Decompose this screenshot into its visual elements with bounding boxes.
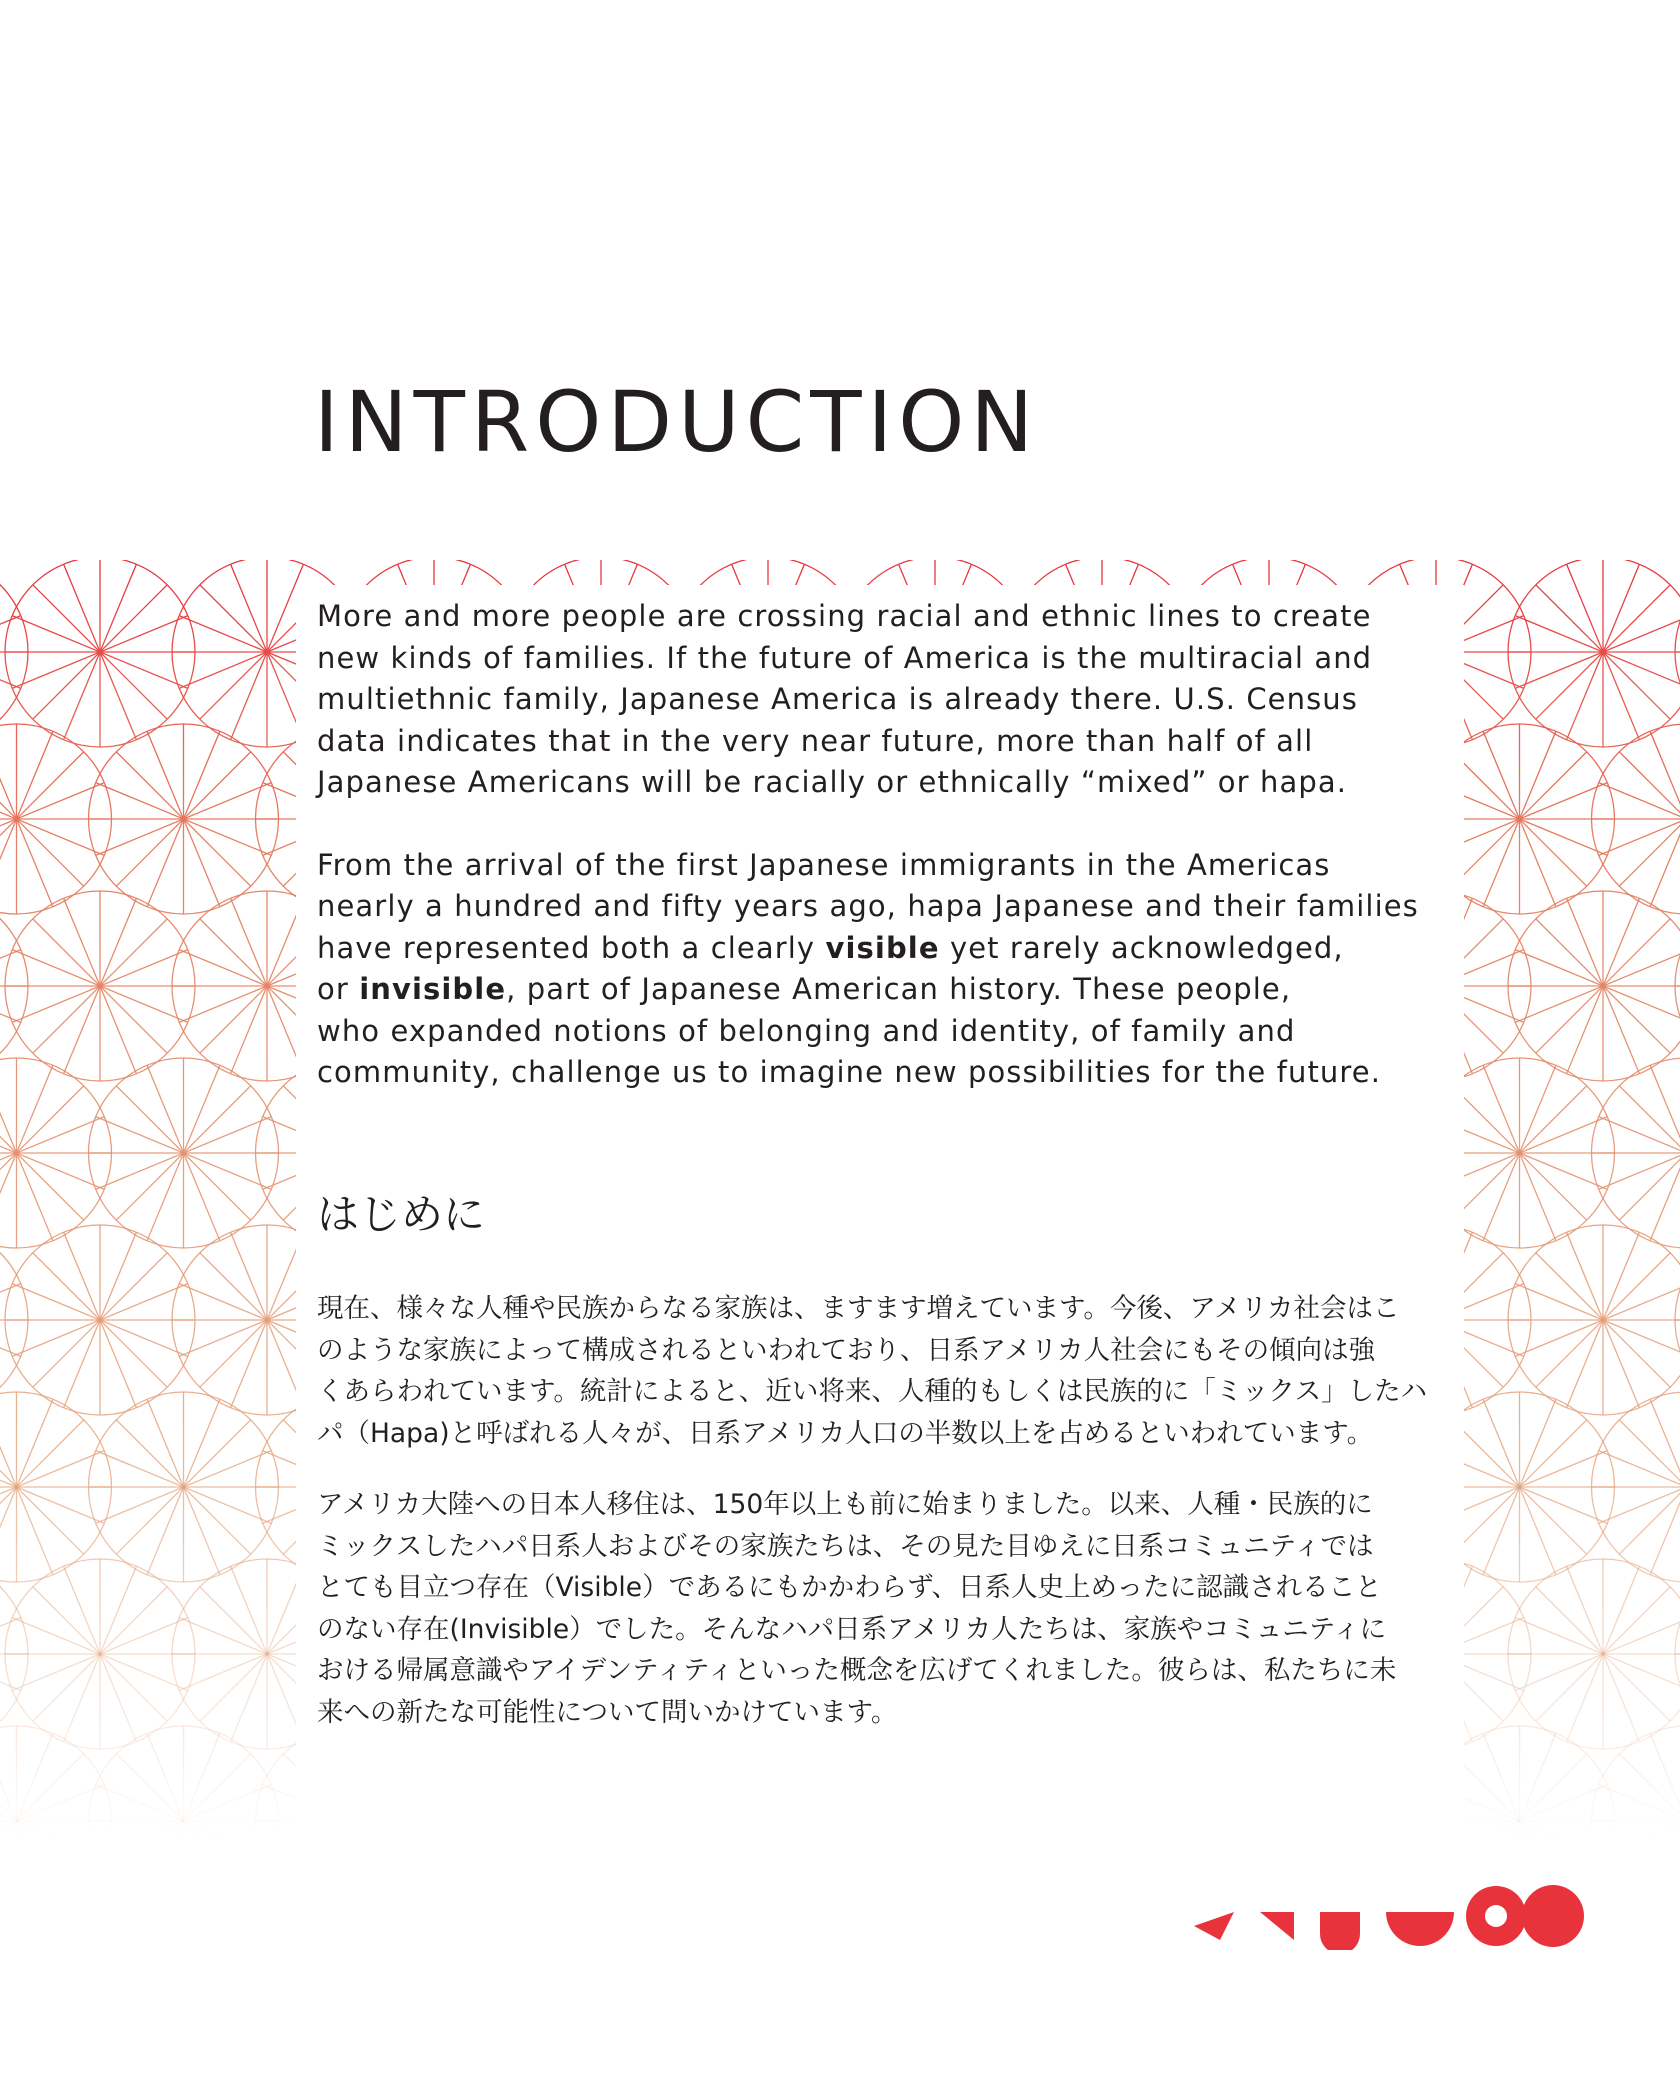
text-line: data indicates that in the very near future, more than half of all [317, 723, 1314, 758]
japanese-paragraph-2 [317, 1484, 1467, 1733]
pattern-line [1508, 560, 1680, 747]
text-line: パ（Hapa)と呼ばれる人々が、日系アメリカ人口の半数以上を占めるといわれています。 [317, 1417, 1374, 1449]
japanese-paragraph-1 [317, 1288, 1467, 1454]
pattern-line [1675, 560, 1680, 747]
text-line: nearly a hundred and fifty years ago, hapa Japanese and their families [317, 889, 1419, 923]
english-paragraph-2 [317, 845, 1467, 1094]
japanese-heading: はじめに [317, 1190, 486, 1239]
text-line: ミックスしたハパ日系人およびその家族たちは、その見た目ゆえに日系コミュニティでは [317, 1530, 1374, 1562]
english-paragraph-1 [317, 596, 1467, 804]
text-line: More and more people are crossing racial and ethnic lines to create [317, 599, 1372, 633]
red-circle-logo-icon [1190, 1880, 1585, 1950]
emphasis-invisible: invisible [359, 972, 507, 1006]
text-line: 来への新たな可能性について問いかけています。 [317, 1696, 898, 1728]
text-line: とても目立つ存在（Visible）であるにもかかわらず、日系人史上めったに認識されること [317, 1572, 1382, 1603]
text-line: おける帰属意識やアイデンティティといった概念を広げてくれました。彼らは、私たちに未 [317, 1655, 1397, 1686]
text-line: new kinds of families. If the future of America is the multiracial and [317, 640, 1373, 675]
logo-shape [1522, 1885, 1584, 1947]
text-span: have represented both a clearly [317, 930, 826, 965]
pattern-line [0, 560, 28, 747]
text-line: who expanded notions of belonging and identity, of family and [317, 1013, 1296, 1048]
text-span: , part of Japanese American history. These people, [506, 972, 1292, 1006]
text-line: 現在、様々な人種や民族からなる家族は、ますます増えています。今後、アメリカ社会はこ [317, 1293, 1400, 1324]
text-line: community, challenge us to imagine new possibilities for the future. [317, 1055, 1382, 1089]
text-line [317, 928, 1467, 970]
page-title: INTRODUCTION [314, 373, 1040, 471]
text-line [317, 969, 1467, 1011]
text-line: くあらわれています。統計によると、近い将来、人種的もしくは民族的に「ミックス」したハ [317, 1376, 1428, 1407]
text-line: multiethnic family, Japanese America is already there. U.S. Census [317, 682, 1358, 716]
text-span: or [317, 972, 360, 1006]
text-line: From the arrival of the first Japanese immigrants in the Americas [317, 847, 1331, 882]
pattern-line [1650, 1733, 1680, 1840]
text-line: アメリカ大陸への日本人移住は、150年以上も前に始まりました。以来、人種・民族的に [317, 1489, 1373, 1520]
logo-shape [1260, 1912, 1294, 1940]
logo-shape [1194, 1912, 1234, 1940]
content-area [317, 596, 1467, 1728]
text-line: のない存在(Invisible）でした。そんなハパ日系アメリカ人たちは、家族やコミュニティに [317, 1613, 1387, 1645]
pattern-line [0, 1754, 84, 1840]
text-line: Japanese Americans will be racially or ethnically “mixed” or hapa. [317, 765, 1348, 799]
text-line: のような家族によって構成されるといわれており、日系アメリカ人社会にもその傾向は強 [317, 1334, 1376, 1366]
pattern-line [1650, 1733, 1680, 1840]
emphasis-visible: visible [825, 930, 940, 965]
logo-shape [1320, 1912, 1360, 1950]
logo-shape [1386, 1912, 1454, 1946]
text-span: yet rarely acknowledged, [939, 930, 1344, 965]
